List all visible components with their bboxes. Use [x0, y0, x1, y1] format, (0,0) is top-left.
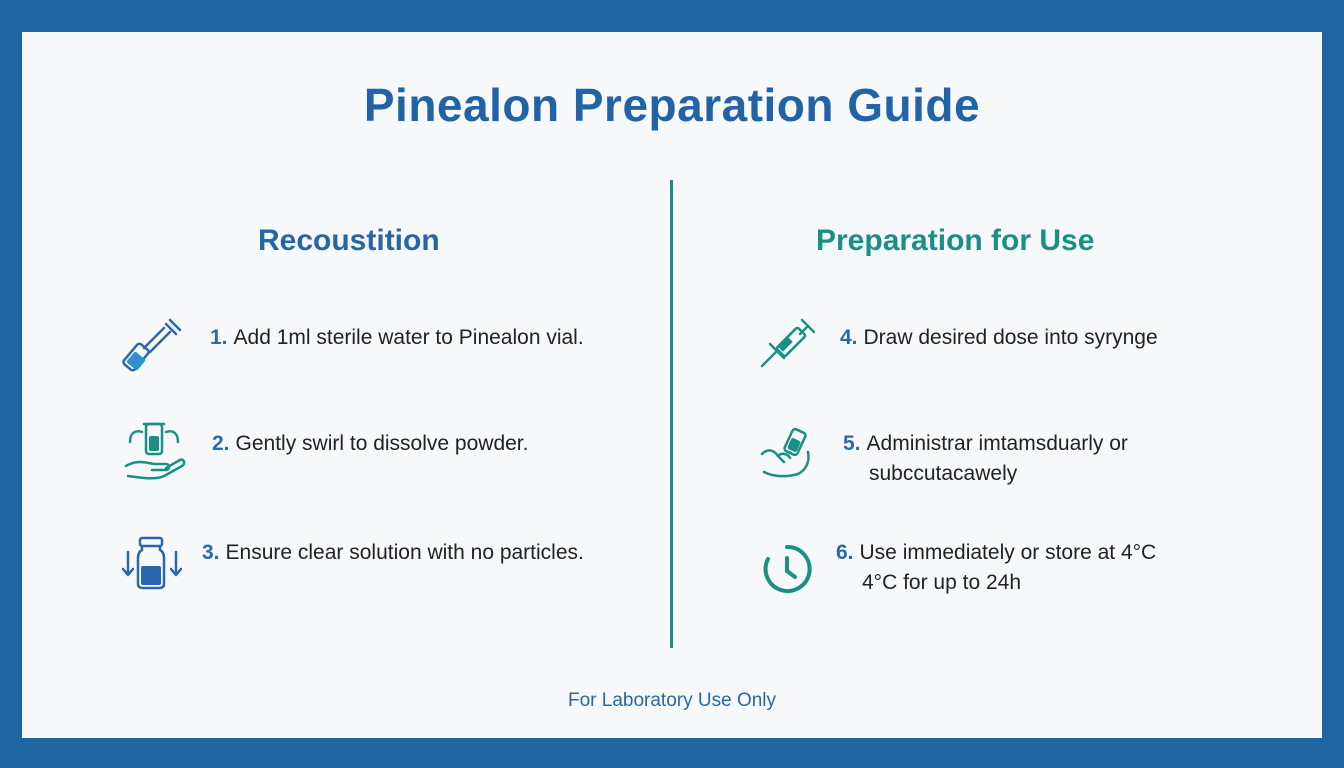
step-4 — [840, 323, 1158, 353]
column-divider — [670, 180, 673, 648]
step-number: 5. — [843, 432, 861, 455]
step-text: Draw desired dose into syrynge — [863, 326, 1158, 349]
dropper-vial-icon — [120, 314, 186, 376]
step-3 — [202, 538, 584, 568]
step-text: Use immediately or store at 4°C — [859, 541, 1157, 564]
clock-icon — [760, 542, 814, 596]
vial-arrows-icon — [120, 532, 184, 592]
step-number: 4. — [840, 326, 858, 349]
step-1 — [210, 323, 584, 353]
footer-note: For Laboratory Use Only — [567, 690, 777, 711]
page-title: Pinealon Preparation Guide — [363, 79, 981, 131]
step-number: 1. — [210, 326, 228, 349]
step-text: Gently swirl to dissolve powder. — [235, 432, 529, 455]
step-text: Administrar imtamsduarly or — [866, 432, 1128, 455]
step-text-continued: 4°C for up to 24h — [862, 571, 1021, 594]
left-column-heading: Recoustition — [258, 224, 440, 257]
step-number: 6. — [836, 541, 854, 564]
step-6 — [836, 538, 1156, 598]
right-column-heading: Preparation for Use — [816, 224, 1095, 257]
hand-vial-icon — [758, 422, 818, 484]
step-text-continued: subccutacawely — [869, 462, 1018, 485]
step-text: Ensure clear solution with no particles. — [225, 541, 584, 564]
step-2 — [212, 429, 528, 459]
step-text: Add 1ml sterile water to Pinealon vial. — [233, 326, 584, 349]
step-5 — [843, 429, 1128, 489]
hand-swirl-vial-icon — [122, 418, 188, 484]
syringe-icon — [756, 314, 820, 376]
step-number: 3. — [202, 541, 220, 564]
step-number: 2. — [212, 432, 230, 455]
